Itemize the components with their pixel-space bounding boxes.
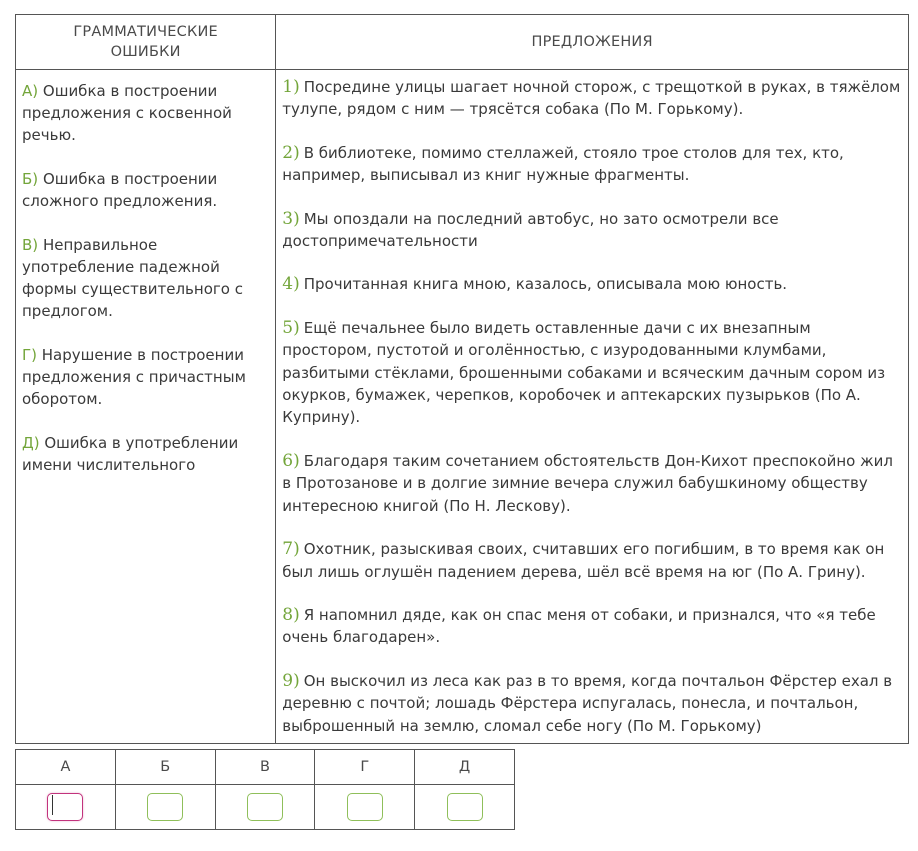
sentences-column bbox=[276, 70, 909, 744]
error-letter: А) bbox=[22, 82, 39, 100]
answer-input-v[interactable] bbox=[247, 793, 283, 821]
sentence-number: 2) bbox=[282, 142, 300, 163]
error-item-g bbox=[22, 344, 269, 410]
sentence-number: 7) bbox=[282, 539, 300, 560]
answer-table bbox=[15, 749, 515, 830]
sentence-text: Ещё печальнее было видеть оставленные дачи с их внезапным простором, пустотой и оголённостью, с изуродованными клумбами, разбитыми стёклами, брошенными собаками и всяческим дачным сором из окурков, бумажек, черепков, коробочек и аптекарских пузырьков (По А. Куприну). bbox=[282, 318, 886, 427]
sentence-item-4 bbox=[282, 273, 904, 295]
task-table bbox=[15, 14, 909, 744]
answer-input-d[interactable] bbox=[447, 793, 483, 821]
sentence-item-3 bbox=[282, 208, 904, 253]
sentences-header-label: ПРЕДЛОЖЕНИЯ bbox=[531, 34, 653, 50]
sentence-text: Благодаря таким сочетанием обстоятельств Дон-Кихот преспокойно жил в Протозанове и в долгие зимние вечера служил бабушкиному обществу интересною книгой (По Н. Лескову). bbox=[282, 451, 893, 515]
sentence-text: Охотник, разыскивая своих, считавших его погибшим, в то время как он был лишь оглушён падением дерева, шёл всё время на юг (По А. Грину). bbox=[282, 540, 885, 581]
answer-column-header: Б bbox=[115, 750, 215, 785]
error-letter: Д) bbox=[22, 434, 40, 452]
text-caret bbox=[52, 795, 53, 815]
sentences-header bbox=[276, 15, 909, 70]
sentence-text: Посредине улицы шагает ночной сторож, с трещоткой в руках, в тяжёлом тулупе, рядом с ним — трясётся собака (По М. Горькому). bbox=[282, 78, 901, 119]
sentence-text: Прочитанная книга мною, казалось, описывала мою юность. bbox=[303, 275, 788, 294]
error-item-a bbox=[22, 80, 269, 146]
sentence-number: 5) bbox=[282, 317, 300, 338]
errors-header bbox=[16, 15, 276, 70]
error-text: Ошибка в построении сложного предложения. bbox=[22, 170, 218, 210]
sentence-number: 6) bbox=[282, 450, 300, 471]
sentence-item-2 bbox=[282, 142, 904, 187]
sentence-item-8 bbox=[282, 604, 904, 649]
sentence-item-7 bbox=[282, 538, 904, 583]
error-text: Ошибка в употреблении имени числительного bbox=[22, 434, 239, 474]
sentence-number: 1) bbox=[282, 77, 300, 97]
answer-column-header: В bbox=[215, 750, 315, 785]
sentence-number: 4) bbox=[282, 274, 300, 295]
answer-column-header: Г bbox=[315, 750, 415, 785]
errors-header-label: ГРАММАТИЧЕСКИЕ ОШИБКИ bbox=[73, 24, 218, 60]
answer-cell bbox=[215, 785, 315, 830]
sentence-text: Мы опоздали на последний автобус, но зато осмотрели все достопримечательности bbox=[282, 209, 779, 251]
error-letter: Б) bbox=[22, 170, 39, 188]
answer-column-header: Д bbox=[415, 750, 515, 785]
error-text: Ошибка в построении предложения с косвенной речью. bbox=[22, 82, 232, 144]
answer-cell bbox=[415, 785, 515, 830]
error-letter: Г) bbox=[22, 346, 37, 364]
error-text: Нарушение в построении предложения с причастным оборотом. bbox=[22, 346, 246, 408]
error-item-v bbox=[22, 234, 269, 322]
answer-column-header: А bbox=[16, 750, 116, 785]
sentence-text: Он выскочил из леса как раз в то время, когда почтальон Фёрстер ехал в деревню с почтой; лошадь Фёрстера испугалась, понесла, и почтальон, выброшенный на землю, сломал себе ногу (По М. Горькому) bbox=[282, 671, 893, 735]
error-letter: В) bbox=[22, 236, 39, 254]
sentence-number: 9) bbox=[282, 670, 300, 691]
answer-cell bbox=[16, 785, 116, 830]
sentence-number: 8) bbox=[282, 604, 300, 625]
sentence-text: Я напомнил дяде, как он спас меня от собаки, и признался, что «я тебе очень благодарен». bbox=[282, 605, 876, 647]
errors-column bbox=[16, 70, 276, 744]
error-text: Неправильное употребление падежной формы существительного с предлогом. bbox=[22, 236, 243, 320]
error-item-d bbox=[22, 432, 269, 476]
error-item-b bbox=[22, 168, 269, 212]
sentence-item-1 bbox=[282, 76, 904, 121]
sentence-text: В библиотеке, помимо стеллажей, стояло трое столов для тех, кто, например, выписывал из книг нужные фрагменты. bbox=[282, 143, 844, 185]
sentence-number: 3) bbox=[282, 208, 300, 229]
answer-cell bbox=[315, 785, 415, 830]
answer-input-g[interactable] bbox=[347, 793, 383, 821]
sentence-item-6 bbox=[282, 450, 904, 517]
sentence-item-9 bbox=[282, 670, 904, 737]
answer-input-b[interactable] bbox=[147, 793, 183, 821]
answer-cell bbox=[115, 785, 215, 830]
sentence-item-5 bbox=[282, 317, 904, 429]
